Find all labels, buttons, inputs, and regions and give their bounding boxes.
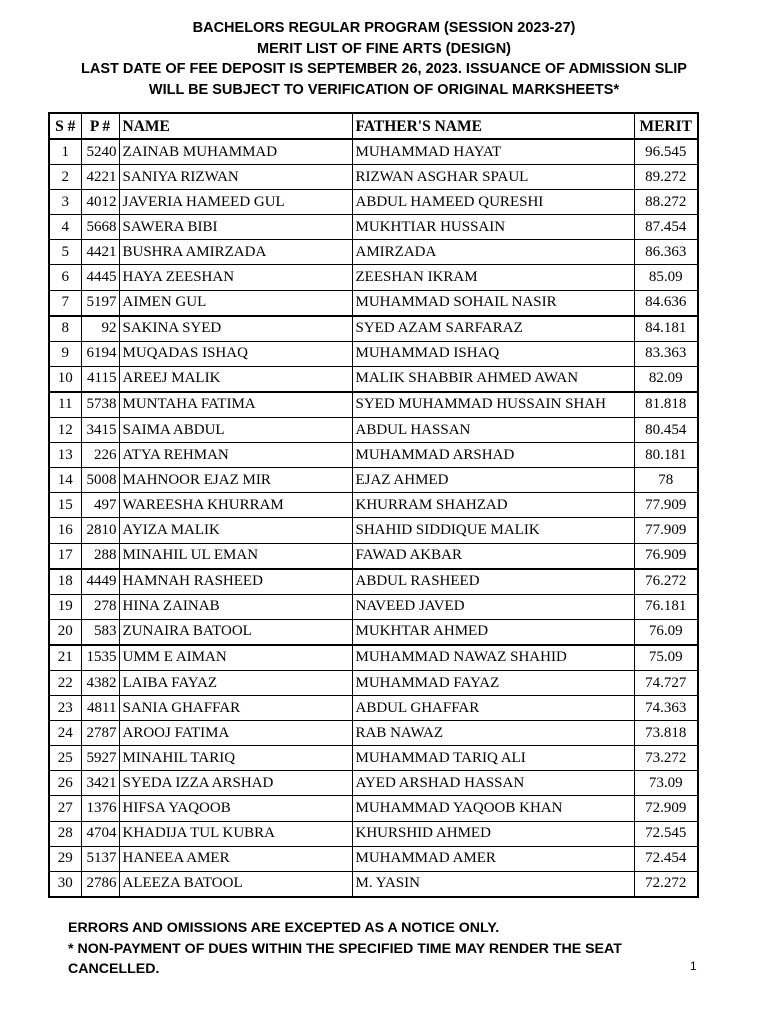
table-row bbox=[49, 392, 698, 418]
fathers-name-cell: ZEESHAN IKRAM bbox=[352, 265, 634, 290]
p-number-cell: 4382 bbox=[81, 670, 119, 695]
serial-number-cell: 1 bbox=[49, 139, 81, 165]
p-number-cell: 583 bbox=[81, 619, 119, 645]
serial-number-cell: 3 bbox=[49, 190, 81, 215]
merit-score-cell: 73.272 bbox=[634, 746, 698, 771]
student-name-cell: SAWERA BIBI bbox=[119, 215, 352, 240]
table-row bbox=[49, 670, 698, 695]
table-row bbox=[49, 139, 698, 165]
student-name-cell: LAIBA FAYAZ bbox=[119, 670, 352, 695]
merit-score-cell: 78 bbox=[634, 468, 698, 493]
p-number-cell: 4445 bbox=[81, 265, 119, 290]
merit-score-cell: 77.909 bbox=[634, 518, 698, 543]
serial-number-cell: 25 bbox=[49, 746, 81, 771]
student-name-cell: SANIYA RIZWAN bbox=[119, 165, 352, 190]
merit-score-cell: 76.181 bbox=[634, 594, 698, 619]
document-footer bbox=[68, 918, 708, 980]
fathers-name-cell: MUHAMMAD ARSHAD bbox=[352, 443, 634, 468]
merit-score-cell: 72.909 bbox=[634, 796, 698, 821]
merit-score-cell: 89.272 bbox=[634, 165, 698, 190]
student-name-cell: HAYA ZEESHAN bbox=[119, 265, 352, 290]
table-row bbox=[49, 821, 698, 846]
table-row bbox=[49, 746, 698, 771]
serial-number-cell: 24 bbox=[49, 721, 81, 746]
fathers-name-cell: MUHAMMAD FAYAZ bbox=[352, 670, 634, 695]
p-number-cell: 3421 bbox=[81, 771, 119, 796]
fathers-name-cell: MALIK SHABBIR AHMED AWAN bbox=[352, 366, 634, 392]
table-row bbox=[49, 418, 698, 443]
verification-notice: WILL BE SUBJECT TO VERIFICATION OF ORIGINAL MARKSHEETS* bbox=[148, 81, 620, 98]
p-number-cell: 4012 bbox=[81, 190, 119, 215]
student-name-cell: HAMNAH RASHEED bbox=[119, 569, 352, 595]
serial-number-cell: 26 bbox=[49, 771, 81, 796]
serial-number-cell: 15 bbox=[49, 493, 81, 518]
fathers-name-cell: EJAZ AHMED bbox=[352, 468, 634, 493]
student-name-cell: JAVERIA HAMEED GUL bbox=[119, 190, 352, 215]
p-number-cell: 5738 bbox=[81, 392, 119, 418]
serial-number-cell: 20 bbox=[49, 619, 81, 645]
merit-score-cell: 84.636 bbox=[634, 290, 698, 316]
fathers-name-cell: M. YASIN bbox=[352, 871, 634, 897]
p-number-cell: 5927 bbox=[81, 746, 119, 771]
merit-score-cell: 88.272 bbox=[634, 190, 698, 215]
table-row bbox=[49, 493, 698, 518]
fathers-name-cell: AYED ARSHAD HASSAN bbox=[352, 771, 634, 796]
table-row bbox=[49, 366, 698, 392]
column-header-p-number: P # bbox=[81, 113, 119, 139]
fathers-name-cell: MUHAMMAD TARIQ ALI bbox=[352, 746, 634, 771]
column-header-fathers-name: FATHER'S NAME bbox=[352, 113, 634, 139]
p-number-cell: 92 bbox=[81, 316, 119, 342]
merit-score-cell: 80.181 bbox=[634, 443, 698, 468]
fathers-name-cell: MUHAMMAD HAYAT bbox=[352, 139, 634, 165]
fee-deposit-notice: LAST DATE OF FEE DEPOSIT IS SEPTEMBER 26, 2023. ISSUANCE OF ADMISSION SLIP bbox=[81, 61, 687, 77]
serial-number-cell: 27 bbox=[49, 796, 81, 821]
merit-score-cell: 75.09 bbox=[634, 645, 698, 671]
student-name-cell: MINAHIL TARIQ bbox=[119, 746, 352, 771]
serial-number-cell: 10 bbox=[49, 366, 81, 392]
p-number-cell: 4221 bbox=[81, 165, 119, 190]
table-row bbox=[49, 215, 698, 240]
table-row bbox=[49, 696, 698, 721]
fathers-name-cell: SYED MUHAMMAD HUSSAIN SHAH bbox=[352, 392, 634, 418]
merit-table bbox=[48, 112, 699, 898]
fathers-name-cell: SHAHID SIDDIQUE MALIK bbox=[352, 518, 634, 543]
fathers-name-cell: MUKHTAR AHMED bbox=[352, 619, 634, 645]
fathers-name-cell: MUHAMMAD SOHAIL NASIR bbox=[352, 290, 634, 316]
p-number-cell: 1376 bbox=[81, 796, 119, 821]
p-number-cell: 2810 bbox=[81, 518, 119, 543]
p-number-cell: 4115 bbox=[81, 366, 119, 392]
student-name-cell: ALEEZA BATOOL bbox=[119, 871, 352, 897]
table-row bbox=[49, 619, 698, 645]
student-name-cell: SAKINA SYED bbox=[119, 316, 352, 342]
fathers-name-cell: ABDUL RASHEED bbox=[352, 569, 634, 595]
merit-score-cell: 85.09 bbox=[634, 265, 698, 290]
student-name-cell: BUSHRA AMIRZADA bbox=[119, 240, 352, 265]
p-number-cell: 4811 bbox=[81, 696, 119, 721]
table-row bbox=[49, 165, 698, 190]
serial-number-cell: 6 bbox=[49, 265, 81, 290]
merit-score-cell: 74.363 bbox=[634, 696, 698, 721]
table-row bbox=[49, 316, 698, 342]
table-row bbox=[49, 569, 698, 595]
fathers-name-cell: ABDUL HAMEED QURESHI bbox=[352, 190, 634, 215]
p-number-cell: 1535 bbox=[81, 645, 119, 671]
table-row bbox=[49, 518, 698, 543]
p-number-cell: 5137 bbox=[81, 846, 119, 871]
student-name-cell: HINA ZAINAB bbox=[119, 594, 352, 619]
serial-number-cell: 22 bbox=[49, 670, 81, 695]
serial-number-cell: 11 bbox=[49, 392, 81, 418]
table-row bbox=[49, 796, 698, 821]
student-name-cell: WAREESHA KHURRAM bbox=[119, 493, 352, 518]
serial-number-cell: 7 bbox=[49, 290, 81, 316]
p-number-cell: 4449 bbox=[81, 569, 119, 595]
p-number-cell: 4421 bbox=[81, 240, 119, 265]
fathers-name-cell: MUHAMMAD NAWAZ SHAHID bbox=[352, 645, 634, 671]
merit-score-cell: 76.272 bbox=[634, 569, 698, 595]
table-row bbox=[49, 468, 698, 493]
fathers-name-cell: NAVEED JAVED bbox=[352, 594, 634, 619]
fathers-name-cell: AMIRZADA bbox=[352, 240, 634, 265]
merit-score-cell: 76.909 bbox=[634, 543, 698, 569]
document-header bbox=[0, 18, 768, 100]
non-payment-notice-continued: CANCELLED. bbox=[68, 961, 160, 977]
merit-score-cell: 82.09 bbox=[634, 366, 698, 392]
student-name-cell: MUQADAS ISHAQ bbox=[119, 341, 352, 366]
merit-score-cell: 72.454 bbox=[634, 846, 698, 871]
serial-number-cell: 29 bbox=[49, 846, 81, 871]
p-number-cell: 5008 bbox=[81, 468, 119, 493]
serial-number-cell: 17 bbox=[49, 543, 81, 569]
student-name-cell: SAIMA ABDUL bbox=[119, 418, 352, 443]
student-name-cell: ATYA REHMAN bbox=[119, 443, 352, 468]
fathers-name-cell: MUHAMMAD YAQOOB KHAN bbox=[352, 796, 634, 821]
merit-score-cell: 72.545 bbox=[634, 821, 698, 846]
fathers-name-cell: KHURSHID AHMED bbox=[352, 821, 634, 846]
merit-score-cell: 87.454 bbox=[634, 215, 698, 240]
student-name-cell: MUNTAHA FATIMA bbox=[119, 392, 352, 418]
table-row bbox=[49, 190, 698, 215]
table-row bbox=[49, 265, 698, 290]
serial-number-cell: 5 bbox=[49, 240, 81, 265]
serial-number-cell: 14 bbox=[49, 468, 81, 493]
fathers-name-cell: ABDUL HASSAN bbox=[352, 418, 634, 443]
fathers-name-cell: FAWAD AKBAR bbox=[352, 543, 634, 569]
serial-number-cell: 30 bbox=[49, 871, 81, 897]
p-number-cell: 4704 bbox=[81, 821, 119, 846]
student-name-cell: KHADIJA TUL KUBRA bbox=[119, 821, 352, 846]
table-row bbox=[49, 290, 698, 316]
fathers-name-cell: MUKHTIAR HUSSAIN bbox=[352, 215, 634, 240]
merit-score-cell: 76.09 bbox=[634, 619, 698, 645]
merit-score-cell: 81.818 bbox=[634, 392, 698, 418]
serial-number-cell: 4 bbox=[49, 215, 81, 240]
program-title: BACHELORS REGULAR PROGRAM (SESSION 2023-27) bbox=[192, 20, 576, 36]
student-name-cell: AREEJ MALIK bbox=[119, 366, 352, 392]
table-row bbox=[49, 846, 698, 871]
merit-score-cell: 73.09 bbox=[634, 771, 698, 796]
merit-score-cell: 96.545 bbox=[634, 139, 698, 165]
p-number-cell: 2786 bbox=[81, 871, 119, 897]
serial-number-cell: 12 bbox=[49, 418, 81, 443]
merit-list-title: MERIT LIST OF FINE ARTS (DESIGN) bbox=[256, 40, 511, 57]
fathers-name-cell: MUHAMMAD AMER bbox=[352, 846, 634, 871]
merit-score-cell: 74.727 bbox=[634, 670, 698, 695]
merit-score-cell: 72.272 bbox=[634, 871, 698, 897]
non-payment-notice: * NON-PAYMENT OF DUES WITHIN THE SPECIFIED TIME MAY RENDER THE SEAT bbox=[68, 940, 622, 957]
table-row bbox=[49, 771, 698, 796]
merit-score-cell: 84.181 bbox=[634, 316, 698, 342]
fathers-name-cell: ABDUL GHAFFAR bbox=[352, 696, 634, 721]
fathers-name-cell: MUHAMMAD ISHAQ bbox=[352, 341, 634, 366]
table-header-row bbox=[49, 113, 698, 139]
table-body bbox=[49, 139, 698, 897]
student-name-cell: SANIA GHAFFAR bbox=[119, 696, 352, 721]
table-row bbox=[49, 594, 698, 619]
merit-score-cell: 77.909 bbox=[634, 493, 698, 518]
student-name-cell: HIFSA YAQOOB bbox=[119, 796, 352, 821]
serial-number-cell: 2 bbox=[49, 165, 81, 190]
table-row bbox=[49, 543, 698, 569]
serial-number-cell: 21 bbox=[49, 645, 81, 671]
student-name-cell: SYEDA IZZA ARSHAD bbox=[119, 771, 352, 796]
table-row bbox=[49, 645, 698, 671]
merit-score-cell: 73.818 bbox=[634, 721, 698, 746]
serial-number-cell: 8 bbox=[49, 316, 81, 342]
column-header-name: NAME bbox=[119, 113, 352, 139]
p-number-cell: 6194 bbox=[81, 341, 119, 366]
table-row bbox=[49, 341, 698, 366]
serial-number-cell: 16 bbox=[49, 518, 81, 543]
table-row bbox=[49, 240, 698, 265]
serial-number-cell: 13 bbox=[49, 443, 81, 468]
student-name-cell: AIMEN GUL bbox=[119, 290, 352, 316]
fathers-name-cell: RIZWAN ASGHAR SPAUL bbox=[352, 165, 634, 190]
merit-score-cell: 86.363 bbox=[634, 240, 698, 265]
serial-number-cell: 18 bbox=[49, 569, 81, 595]
table-row bbox=[49, 443, 698, 468]
table-row bbox=[49, 871, 698, 897]
student-name-cell: HANEEA AMER bbox=[119, 846, 352, 871]
p-number-cell: 497 bbox=[81, 493, 119, 518]
p-number-cell: 5197 bbox=[81, 290, 119, 316]
column-header-serial: S # bbox=[49, 113, 81, 139]
p-number-cell: 278 bbox=[81, 594, 119, 619]
p-number-cell: 288 bbox=[81, 543, 119, 569]
fathers-name-cell: SYED AZAM SARFARAZ bbox=[352, 316, 634, 342]
student-name-cell: ZUNAIRA BATOOL bbox=[119, 619, 352, 645]
serial-number-cell: 9 bbox=[49, 341, 81, 366]
p-number-cell: 2787 bbox=[81, 721, 119, 746]
student-name-cell: AYIZA MALIK bbox=[119, 518, 352, 543]
student-name-cell: MINAHIL UL EMAN bbox=[119, 543, 352, 569]
fathers-name-cell: RAB NAWAZ bbox=[352, 721, 634, 746]
table-row bbox=[49, 721, 698, 746]
p-number-cell: 5240 bbox=[81, 139, 119, 165]
errors-omissions-notice: ERRORS AND OMISSIONS ARE EXCEPTED AS A NOTICE ONLY. bbox=[68, 920, 500, 936]
merit-score-cell: 80.454 bbox=[634, 418, 698, 443]
student-name-cell: MAHNOOR EJAZ MIR bbox=[119, 468, 352, 493]
student-name-cell: AROOJ FATIMA bbox=[119, 721, 352, 746]
p-number-cell: 3415 bbox=[81, 418, 119, 443]
serial-number-cell: 28 bbox=[49, 821, 81, 846]
merit-score-cell: 83.363 bbox=[634, 341, 698, 366]
column-header-merit: MERIT bbox=[634, 113, 698, 139]
page-number: 1 bbox=[690, 959, 697, 973]
p-number-cell: 5668 bbox=[81, 215, 119, 240]
serial-number-cell: 23 bbox=[49, 696, 81, 721]
student-name-cell: ZAINAB MUHAMMAD bbox=[119, 139, 352, 165]
student-name-cell: UMM E AIMAN bbox=[119, 645, 352, 671]
fathers-name-cell: KHURRAM SHAHZAD bbox=[352, 493, 634, 518]
p-number-cell: 226 bbox=[81, 443, 119, 468]
serial-number-cell: 19 bbox=[49, 594, 81, 619]
